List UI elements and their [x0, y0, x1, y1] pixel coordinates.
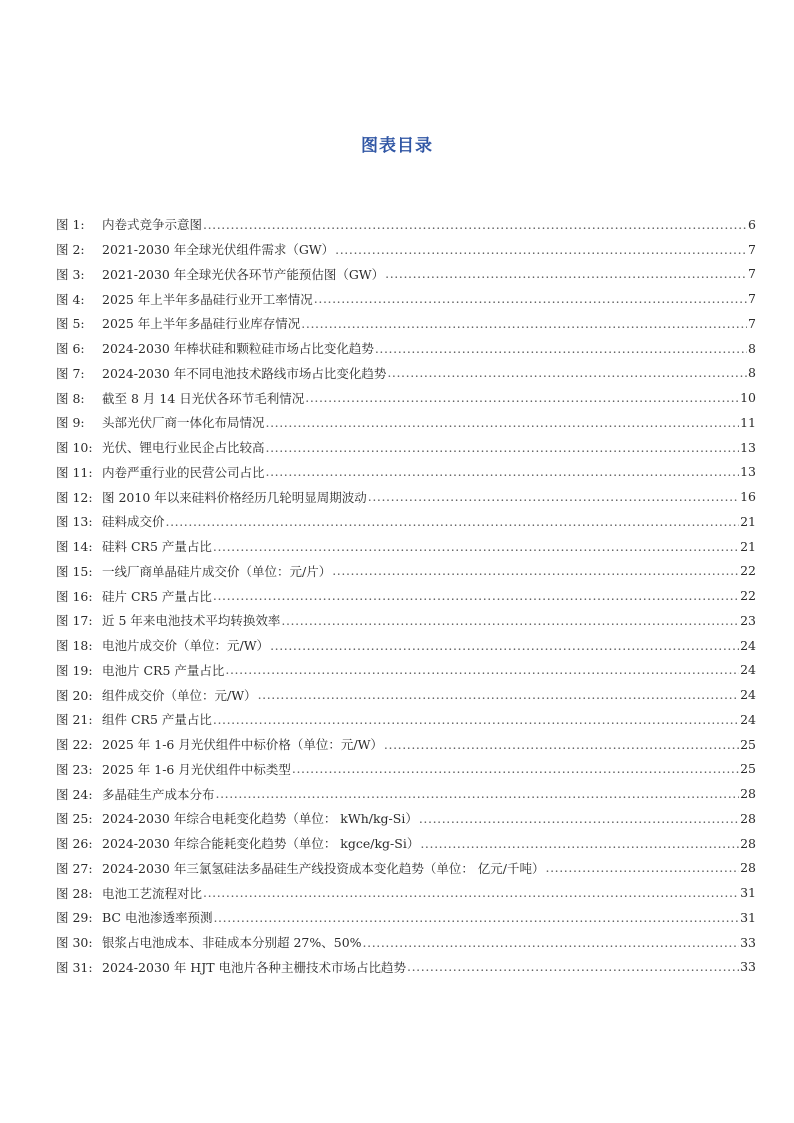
- toc-dot-leader: [335, 242, 747, 257]
- toc-entry-page[interactable]: 28: [740, 786, 756, 802]
- toc-entry[interactable]: [56, 831, 756, 856]
- toc-dot-leader: [266, 415, 740, 430]
- toc-dot-leader: [385, 266, 747, 281]
- toc-dot-leader: [332, 563, 739, 578]
- toc-entry[interactable]: [56, 633, 756, 658]
- toc-entry-number: 图 2:: [56, 242, 85, 258]
- toc-entry-page[interactable]: 6: [748, 216, 756, 232]
- toc-entry-number: 图 25:: [56, 811, 93, 827]
- toc-entry-page[interactable]: 25: [740, 761, 756, 777]
- toc-dot-leader: [281, 613, 739, 628]
- toc-entry[interactable]: [56, 930, 756, 955]
- toc-entry[interactable]: [56, 608, 756, 633]
- toc-entry-title[interactable]: 银浆占电池成本、非硅成本分别超 27%、50%: [102, 935, 362, 951]
- toc-entry-number: 图 18:: [56, 638, 93, 654]
- toc-entry-title[interactable]: 2021-2030 年全球光伏组件需求（GW）: [102, 242, 335, 258]
- toc-entry[interactable]: [56, 955, 756, 980]
- toc-dot-leader: [216, 786, 740, 801]
- toc-entry-page[interactable]: 28: [740, 835, 756, 851]
- toc-dot-leader: [384, 737, 739, 752]
- toc-entry-title[interactable]: 硅片 CR5 产量占比: [102, 588, 212, 604]
- figure-toc-list: [56, 212, 756, 979]
- toc-entry-number: 图 23:: [56, 761, 93, 777]
- toc-entry-page[interactable]: 28: [740, 860, 756, 876]
- toc-dot-leader: [363, 935, 740, 950]
- toc-entry[interactable]: [56, 286, 756, 311]
- toc-entry[interactable]: [56, 658, 756, 683]
- toc-entry-number: 图 30:: [56, 935, 93, 951]
- toc-dot-leader: [368, 489, 739, 504]
- toc-entry-number: 图 24:: [56, 786, 93, 802]
- toc-entry-number: 图 22:: [56, 737, 93, 753]
- toc-dot-leader: [166, 514, 740, 529]
- toc-entry[interactable]: [56, 435, 756, 460]
- toc-entry-title[interactable]: 头部光伏厂商一体化布局情况: [102, 415, 265, 431]
- toc-dot-leader: [375, 341, 747, 356]
- toc-entry-number: 图 12:: [56, 489, 93, 505]
- toc-entry-title[interactable]: 组件 CR5 产量占比: [102, 712, 212, 728]
- toc-entry-title[interactable]: 内卷式竞争示意图: [102, 217, 203, 233]
- toc-entry-title[interactable]: 内卷严重行业的民营公司占比: [102, 464, 265, 480]
- toc-entry[interactable]: [56, 212, 756, 237]
- toc-entry[interactable]: [56, 905, 756, 930]
- toc-entry[interactable]: [56, 262, 756, 287]
- toc-entry-title[interactable]: 图 2010 年以来硅料价格经历几轮明显周期波动: [102, 489, 367, 505]
- toc-entry-page[interactable]: 28: [740, 810, 756, 826]
- toc-entry-number: 图 26:: [56, 836, 93, 852]
- toc-entry-number: 图 29:: [56, 910, 93, 926]
- toc-entry[interactable]: [56, 311, 756, 336]
- toc-entry[interactable]: [56, 781, 756, 806]
- toc-dot-leader: [292, 761, 739, 776]
- toc-entry-number: 图 7:: [56, 365, 85, 381]
- toc-entry[interactable]: [56, 880, 756, 905]
- toc-entry-number: 图 21:: [56, 712, 93, 728]
- toc-dot-leader: [387, 365, 747, 380]
- toc-entry[interactable]: [56, 460, 756, 485]
- toc-entry-page[interactable]: 11: [740, 414, 756, 430]
- toc-entry-number: 图 6:: [56, 341, 85, 357]
- toc-entry-page[interactable]: 13: [740, 439, 756, 455]
- toc-entry[interactable]: [56, 707, 756, 732]
- toc-entry[interactable]: [56, 534, 756, 559]
- toc-entry-page[interactable]: 24: [740, 687, 756, 703]
- toc-entry-title[interactable]: 2025 年上半年多晶硅行业开工率情况: [102, 291, 313, 307]
- toc-entry-title[interactable]: BC 电池渗透率预测: [102, 910, 213, 926]
- toc-entry-page[interactable]: 23: [740, 612, 756, 628]
- toc-entry-title[interactable]: 2021-2030 年全球光伏各环节产能预估图（GW）: [102, 266, 385, 282]
- toc-entry-title[interactable]: 2024-2030 年综合能耗变化趋势（单位： kgce/kg-Si）: [102, 836, 420, 852]
- toc-entry-title[interactable]: 2024-2030 年 HJT 电池片各种主栅技术市场占比趋势: [102, 959, 407, 975]
- toc-entry-title[interactable]: 2024-2030 年三氯氢硅法多晶硅生产线投资成本变化趋势（单位： 亿元/千吨）: [102, 860, 545, 876]
- toc-entry-page[interactable]: 8: [748, 365, 756, 381]
- toc-entry-page[interactable]: 7: [748, 241, 756, 257]
- toc-entry[interactable]: [56, 484, 756, 509]
- toc-entry-page[interactable]: 16: [740, 489, 756, 505]
- toc-entry[interactable]: [56, 806, 756, 831]
- toc-entry-title[interactable]: 硅料 CR5 产量占比: [102, 539, 212, 555]
- toc-dot-leader: [203, 885, 739, 900]
- toc-entry-number: 图 8:: [56, 390, 85, 406]
- toc-entry-title[interactable]: 2025 年 1-6 月光伏组件中标类型: [102, 761, 291, 777]
- toc-entry-number: 图 1:: [56, 217, 85, 233]
- toc-entry-page[interactable]: 10: [740, 390, 756, 406]
- page-title: 图表目录: [361, 136, 433, 156]
- toc-dot-leader: [546, 860, 740, 875]
- toc-entry-page[interactable]: 31: [740, 909, 756, 925]
- toc-entry-title[interactable]: 电池片成交价（单位：元/W）: [102, 638, 270, 654]
- toc-entry-page[interactable]: 24: [740, 637, 756, 653]
- toc-entry-page[interactable]: 22: [740, 588, 756, 604]
- toc-entry-title[interactable]: 一线厂商单晶硅片成交价（单位：元/片）: [102, 563, 332, 579]
- toc-entry-number: 图 14:: [56, 539, 93, 555]
- toc-dot-leader: [419, 811, 739, 826]
- toc-entry[interactable]: [56, 682, 756, 707]
- toc-entry-page[interactable]: 7: [748, 266, 756, 282]
- toc-entry-page[interactable]: 7: [748, 315, 756, 331]
- toc-entry-page[interactable]: 31: [740, 885, 756, 901]
- toc-entry[interactable]: [56, 856, 756, 881]
- toc-dot-leader: [301, 316, 747, 331]
- toc-dot-leader: [305, 390, 739, 405]
- toc-entry[interactable]: [56, 237, 756, 262]
- toc-entry-number: 图 13:: [56, 514, 93, 530]
- toc-entry-title[interactable]: 2025 年上半年多晶硅行业库存情况: [102, 316, 301, 332]
- toc-entry-page[interactable]: 13: [740, 464, 756, 480]
- toc-dot-leader: [213, 712, 739, 727]
- toc-entry[interactable]: [56, 385, 756, 410]
- toc-dot-leader: [258, 687, 740, 702]
- toc-entry-number: 图 4:: [56, 291, 85, 307]
- toc-entry-number: 图 3:: [56, 266, 85, 282]
- toc-entry-title[interactable]: 截至 8 月 14 日光伏各环节毛利情况: [102, 390, 305, 406]
- toc-entry[interactable]: [56, 336, 756, 361]
- toc-entry-page[interactable]: 33: [740, 959, 756, 975]
- toc-entry-page[interactable]: 25: [740, 736, 756, 752]
- toc-entry-title[interactable]: 2024-2030 年综合电耗变化趋势（单位： kWh/kg-Si）: [102, 811, 418, 827]
- toc-entry-title[interactable]: 电池工艺流程对比: [102, 885, 203, 901]
- toc-entry-number: 图 9:: [56, 415, 85, 431]
- toc-dot-leader: [266, 464, 740, 479]
- toc-entry-title[interactable]: 2025 年 1-6 月光伏组件中标价格（单位：元/W）: [102, 737, 383, 753]
- toc-dot-leader: [314, 291, 747, 306]
- toc-entry-number: 图 15:: [56, 563, 93, 579]
- toc-entry[interactable]: [56, 583, 756, 608]
- toc-entry-number: 图 19:: [56, 662, 93, 678]
- toc-entry[interactable]: [56, 509, 756, 534]
- toc-entry-number: 图 20:: [56, 687, 93, 703]
- toc-entry-title[interactable]: 2024-2030 年不同电池技术路线市场占比变化趋势: [102, 365, 387, 381]
- toc-entry-page[interactable]: 22: [740, 563, 756, 579]
- toc-dot-leader: [420, 836, 739, 851]
- toc-entry-page[interactable]: 8: [748, 340, 756, 356]
- toc-entry[interactable]: [56, 410, 756, 435]
- toc-entry-page[interactable]: 21: [740, 513, 756, 529]
- toc-entry-page[interactable]: 24: [740, 662, 756, 678]
- toc-dot-leader: [407, 959, 739, 974]
- toc-dot-leader: [203, 217, 747, 232]
- toc-dot-leader: [213, 910, 739, 925]
- toc-entry[interactable]: [56, 361, 756, 386]
- toc-entry-page[interactable]: 7: [748, 291, 756, 307]
- toc-entry-title[interactable]: 多晶硅生产成本分布: [102, 786, 215, 802]
- toc-entry[interactable]: [56, 757, 756, 782]
- toc-entry-number: 图 16:: [56, 588, 93, 604]
- toc-entry-title[interactable]: 光伏、锂电行业民企占比较高: [102, 440, 265, 456]
- toc-entry-number: 图 5:: [56, 316, 85, 332]
- toc-dot-leader: [266, 440, 740, 455]
- toc-entry-number: 图 11:: [56, 464, 93, 480]
- toc-entry-title[interactable]: 电池片 CR5 产量占比: [102, 662, 225, 678]
- toc-entry-title[interactable]: 近 5 年来电池技术平均转换效率: [102, 613, 281, 629]
- toc-dot-leader: [213, 539, 739, 554]
- toc-entry-number: 图 28:: [56, 885, 93, 901]
- toc-entry-page[interactable]: 21: [740, 538, 756, 554]
- toc-entry-title[interactable]: 组件成交价（单位：元/W）: [102, 687, 257, 703]
- toc-entry-number: 图 31:: [56, 959, 93, 975]
- toc-entry-title[interactable]: 2024-2030 年棒状硅和颗粒硅市场占比变化趋势: [102, 341, 374, 357]
- toc-entry-page[interactable]: 24: [740, 711, 756, 727]
- toc-entry-number: 图 10:: [56, 440, 93, 456]
- toc-entry[interactable]: [56, 732, 756, 757]
- toc-entry-page[interactable]: 33: [740, 934, 756, 950]
- toc-entry[interactable]: [56, 559, 756, 584]
- toc-dot-leader: [270, 638, 739, 653]
- toc-dot-leader: [225, 662, 739, 677]
- toc-dot-leader: [213, 588, 739, 603]
- toc-entry-title[interactable]: 硅料成交价: [102, 514, 165, 530]
- toc-entry-number: 图 17:: [56, 613, 93, 629]
- toc-entry-number: 图 27:: [56, 860, 93, 876]
